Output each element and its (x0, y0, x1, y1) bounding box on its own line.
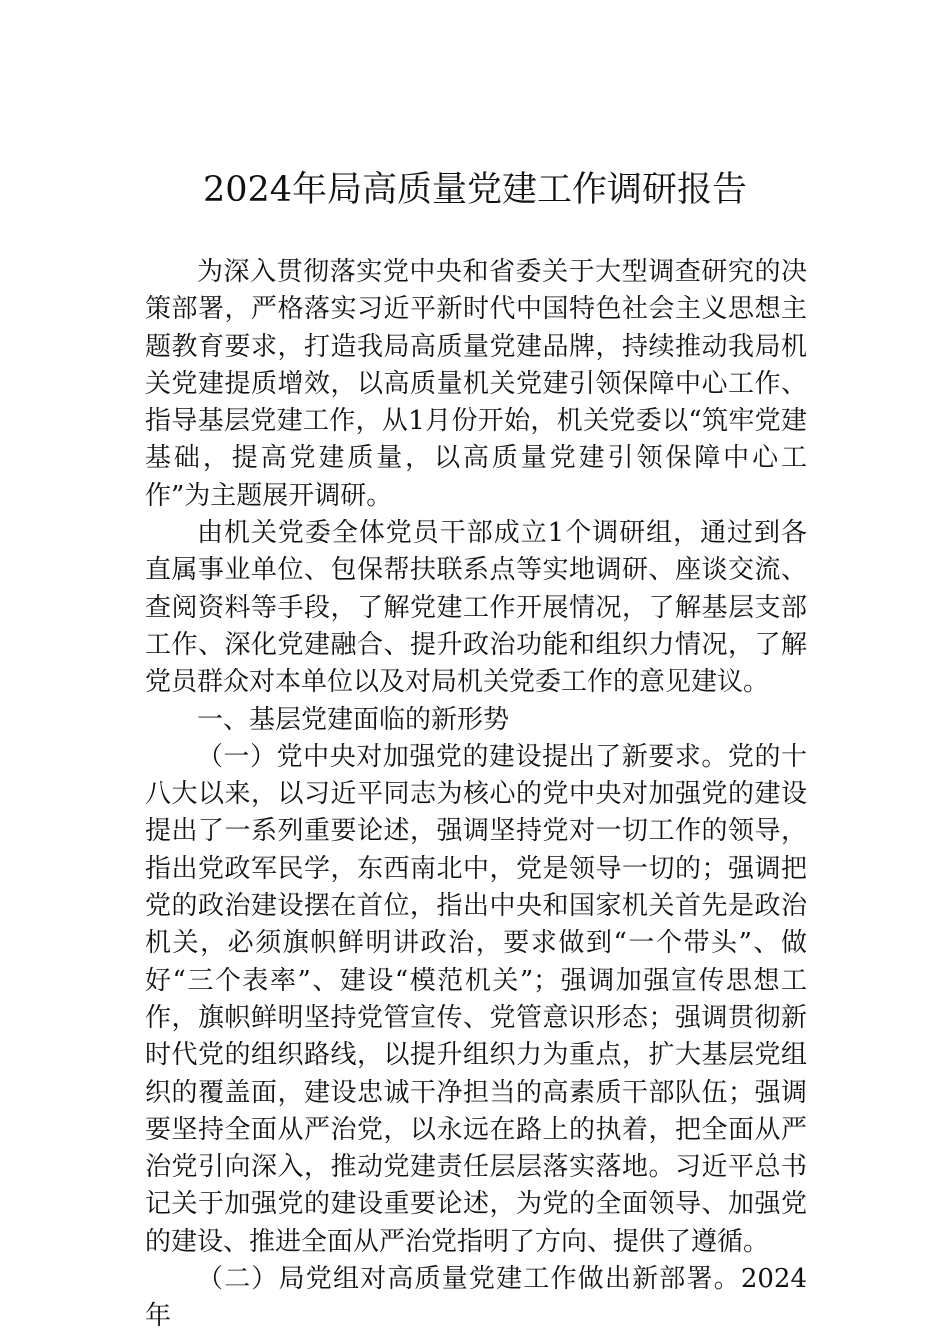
document-body (145, 254, 807, 1336)
research-group-paragraph: 由机关党委全体党员干部成立1个调研组，通过到各直属事业单位、包保帮扶联系点等实地调研、座谈交流、查阅资料等手段，了解党建工作开展情况，了解基层支部工作、深化党建融合、提升政治功能和组织力情况，了解党员群众对本单位以及对局机关党委工作的意见建议。 (145, 518, 807, 698)
intro-paragraph: 为深入贯彻落实党中央和省委关于大型调查研究的决策部署，严格落实习近平新时代中国特色社会主义思想主题教育要求，打造我局高质量党建品牌，持续推动我局机关党建提质增效，以高质量机关党建引领保障中心工作、指导基层党建工作，从1月份开始，机关党委以“筑牢党建基础，提高党建质量，以高质量党建引领保障中心工作”为主题展开调研。 (145, 257, 807, 511)
subsection-paragraph-2: （二）局党组对高质量党建工作做出新部署。2024年 (145, 1264, 807, 1332)
subsection-paragraph-1: （一）党中央对加强党的建设提出了新要求。党的十八大以来，以习近平同志为核心的党中央对加强党的建设提出了一系列重要论述，强调坚持党对一切工作的领导，指出党政军民学，东西南北中，党是领导一切的；强调把党的政治建设摆在首位，指出中央和国家机关首先是政治机关，必须旗帜鲜明讲政治，要求做到“一个带头”、做好“三个表率”、建设“模范机关”；强调加强宣传思想工作，旗帜鲜明坚持党管宣传、党管意识形态；强调贯彻新时代党的组织路线，以提升组织力为重点，扩大基层党组织的覆盖面，建设忠诚干净担当的高素质干部队伍；强调要坚持全面从严治党，以永远在路上的执着，把全面从严治党引向深入，推动党建责任层层落实落地。习近平总书记关于加强党的建设重要论述，为党的全面领导、加强党的建设、推进全面从严治党指明了方向、提供了遵循。 (145, 741, 807, 1257)
document-title: 2024年局高质量党建工作调研报告 (202, 170, 748, 210)
section-heading: 一、基层党建面临的新形势 (197, 704, 510, 735)
